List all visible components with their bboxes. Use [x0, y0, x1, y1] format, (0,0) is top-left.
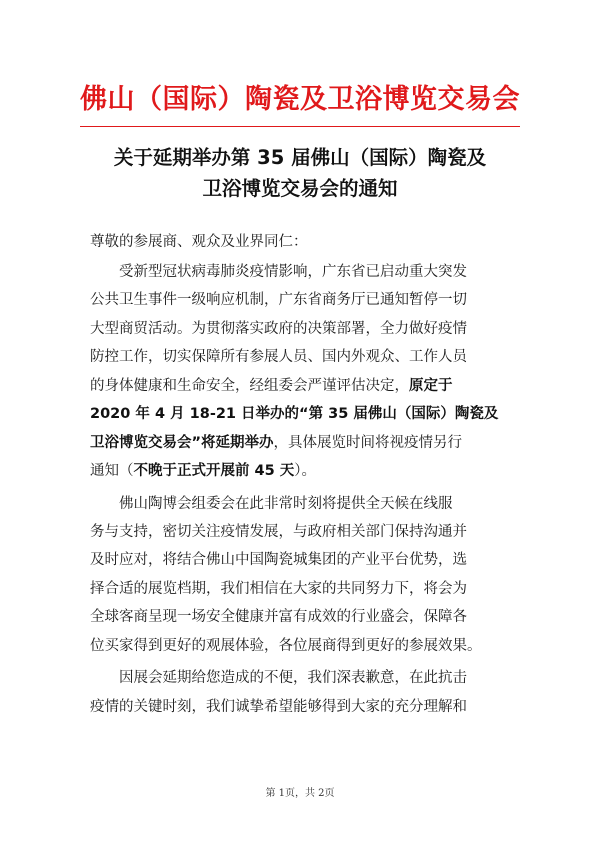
document-title-line-2: 卫浴博览交易会的通知 — [202, 177, 398, 200]
header-divider — [80, 126, 520, 127]
document-title — [60, 142, 540, 204]
paragraph-2-line-3: 及时应对，将结合佛山中国陶瓷城集团的产业平台优势，选 — [90, 552, 467, 569]
paragraph-1-line-8 — [90, 457, 520, 485]
notice-body — [90, 258, 520, 721]
notice-end-text: ）。 — [294, 463, 317, 480]
postponement-notice-bold-c: 卫浴博览交易会”将延期举办 — [90, 434, 274, 451]
organization-header: 佛山（国际）陶瓷及卫浴博览交易会 — [80, 84, 520, 115]
paragraph-1-line-3: 大型商贸活动。为贯彻落实政府的决策部署，全力做好疫情 — [90, 320, 467, 337]
page-footer: 第 1页，共 2页 — [265, 788, 335, 799]
paragraph-2-line-4: 择合适的展览档期，我们相信在大家的共同努力下，将会为 — [90, 580, 467, 597]
salutation: 尊敬的参展商、观众及业界同仁： — [90, 234, 308, 250]
paragraph-3-line-1: 因展会延期给您造成的不便，我们深表歉意，在此抗击 — [119, 670, 467, 687]
paragraph-1-line-1: 受新型冠状病毒肺炎疫情影响，广东省已启动重大突发 — [119, 264, 467, 280]
paragraph-3-line-2: 疫情的关键时刻，我们诚挚希望能够得到大家的充分理解和 — [90, 698, 467, 715]
notice-start-text: 通知（ — [90, 463, 134, 480]
paragraph-2-line-1: 佛山陶博会组委会在此非常时刻将提供全天候在线服 — [119, 495, 453, 512]
paragraph-2-line-5: 全球客商呈现一场安全健康并富有成效的行业盛会，保障各 — [90, 609, 467, 626]
paragraph-1-line-7-text: ，具体展览时间将视疫情另行 — [273, 434, 463, 451]
paragraph-2-line-2: 务与支持，密切关注疫情发展，与政府相关部门保持沟通并 — [90, 523, 467, 540]
document-title-line-1: 关于延期举办第 35 届佛山（国际）陶瓷及 — [113, 146, 487, 169]
paragraph-1-line-6 — [90, 400, 520, 428]
paragraph-1-line-2: 公共卫生事件一级响应机制，广东省商务厅已通知暂停一切 — [90, 292, 467, 309]
paragraph-2-line-6: 位买家得到更好的观展体验，各位展商得到更好的参展效果。 — [90, 637, 482, 654]
paragraph-1-line-7 — [90, 429, 520, 457]
postponement-notice-bold-b: 2020 年 4 月 18-21 日举办的“第 35 届佛山（国际）陶瓷及 — [90, 406, 499, 423]
paragraph-1-line-5 — [90, 372, 520, 400]
postponement-notice-bold-a: 原定于 — [409, 377, 453, 394]
deadline-bold: 不晚于正式开展前 45 天 — [133, 463, 295, 480]
paragraph-1-line-4: 防控工作，切实保障所有参展人员、国内外观众、工作人员 — [90, 349, 467, 366]
paragraph-1-line-5-text: 的身体健康和生命安全，经组委会严谨评估决定， — [90, 377, 409, 394]
